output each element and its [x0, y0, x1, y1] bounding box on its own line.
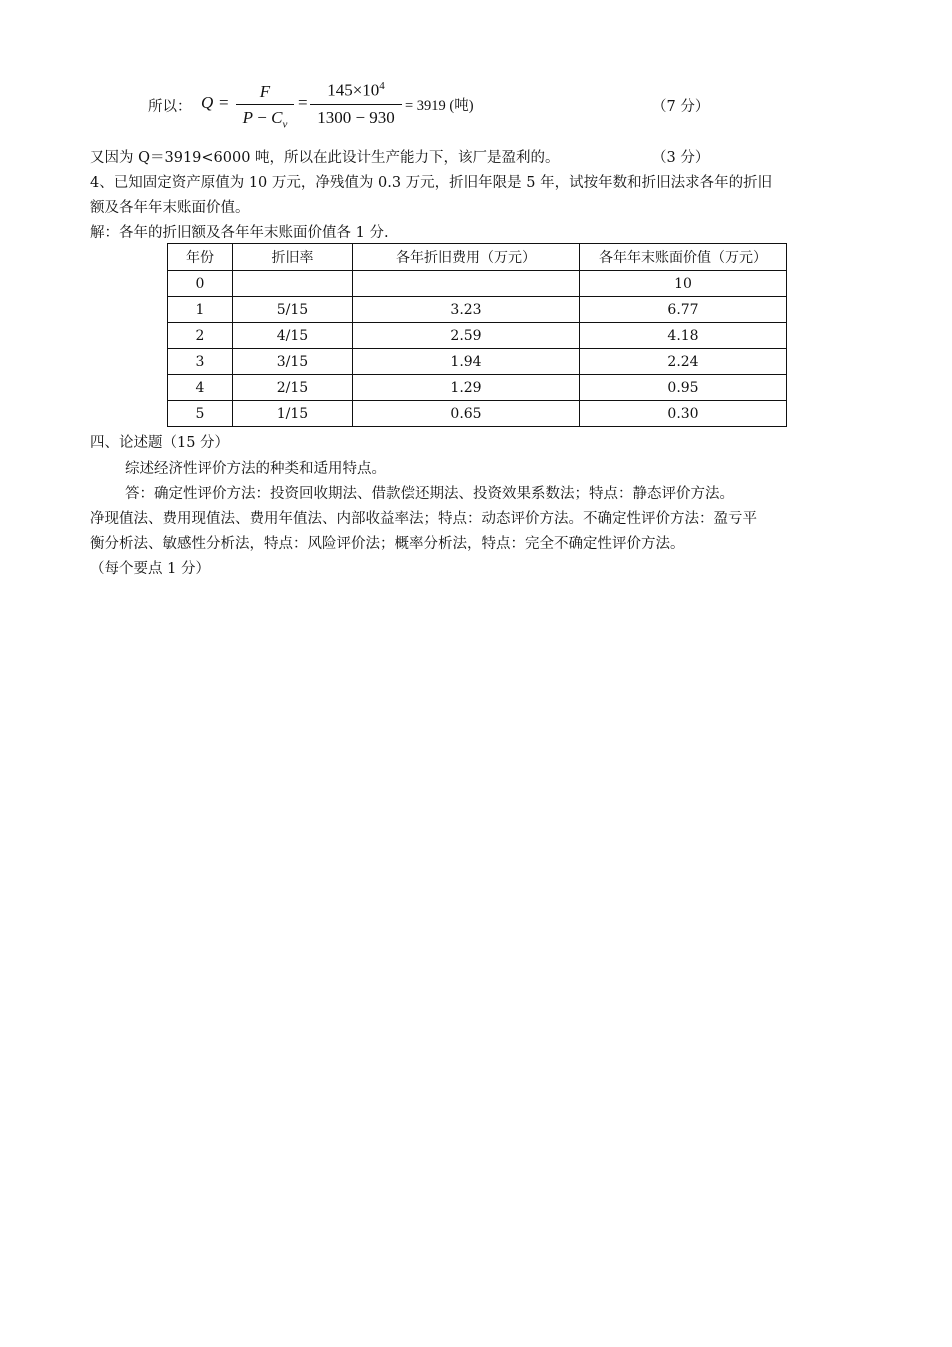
cell-depreciation: 1.94: [353, 349, 580, 375]
cell-year: 2: [168, 323, 233, 349]
cell-depreciation: 1.29: [353, 375, 580, 401]
cell-book-value: 6.77: [580, 297, 787, 323]
formula-equals-1: =: [219, 93, 229, 112]
table-row: [168, 271, 787, 297]
depreciation-table: [167, 243, 787, 427]
header-year: 年份: [168, 244, 233, 271]
profit-score: （3 分）: [652, 150, 710, 166]
formula-prefix: 所以：: [148, 99, 192, 115]
num2-base: 145×10: [327, 80, 380, 100]
cell-depreciation: [353, 271, 580, 297]
cell-rate: 1/15: [233, 401, 353, 427]
cell-year: 0: [168, 271, 233, 297]
section-4-heading: 四、论述题（15 分）: [90, 435, 230, 451]
scoring-note: （每个要点 1 分）: [90, 561, 210, 577]
question-4-line-2: 额及各年年末账面价值。: [90, 200, 250, 216]
cell-book-value: 2.24: [580, 349, 787, 375]
num2-exp: 4: [379, 80, 385, 92]
formula-equals-2: =: [298, 93, 308, 112]
table-row: [168, 323, 787, 349]
answer-line-2: 净现值法、费用现值法、费用年值法、内部收益率法；特点：动态评价方法。不确定性评价方法：盈亏平: [90, 511, 757, 527]
cell-depreciation: 2.59: [353, 323, 580, 349]
cell-rate: 5/15: [233, 297, 353, 323]
cell-depreciation: 0.65: [353, 401, 580, 427]
cell-year: 4: [168, 375, 233, 401]
fraction-denominator-2: 1300 − 930: [317, 108, 395, 127]
solution-intro: 解：各年的折旧额及各年年末账面价值各 1 分.: [90, 225, 389, 241]
cell-rate: 4/15: [233, 323, 353, 349]
cell-year: 3: [168, 349, 233, 375]
den-c-sub: v: [282, 118, 288, 131]
cell-book-value: 10: [580, 271, 787, 297]
formula-result: = 3919 (吨): [405, 98, 474, 114]
table-row: [168, 297, 787, 323]
cell-year: 1: [168, 297, 233, 323]
header-depreciation: 各年折旧费用（万元）: [353, 244, 580, 271]
table-header-row: [168, 244, 787, 271]
answer-line-3: 衡分析法、敏感性分析法，特点：风险评价法；概率分析法，特点：完全不确定性评价方法。: [90, 536, 685, 552]
fraction-bar-2: [310, 104, 402, 105]
table-row: [168, 349, 787, 375]
den-c: C: [271, 108, 283, 127]
cell-year: 5: [168, 401, 233, 427]
fraction-numerator-1: F: [259, 82, 271, 101]
fraction-numerator-2: [310, 80, 402, 101]
cell-book-value: 0.95: [580, 375, 787, 401]
header-rate: 折旧率: [233, 244, 353, 271]
cell-book-value: 4.18: [580, 323, 787, 349]
question-4-line-1: 4、已知固定资产原值为 10 万元，净残值为 0.3 万元，折旧年限是 5 年，试按年数和折旧法求各年的折旧: [90, 175, 773, 191]
cell-rate: [233, 271, 353, 297]
profit-statement: 又因为 Q＝3919<6000 吨，所以在此设计生产能力下，该厂是盈利的。: [90, 150, 560, 166]
cell-rate: 3/15: [233, 349, 353, 375]
cell-book-value: 0.30: [580, 401, 787, 427]
header-book-value: 各年年末账面价值（万元）: [580, 244, 787, 271]
cell-depreciation: 3.23: [353, 297, 580, 323]
fraction-denominator-1: [236, 108, 294, 130]
cell-rate: 2/15: [233, 375, 353, 401]
formula-q: Q: [201, 93, 214, 112]
answer-line-1: 答：确定性评价方法：投资回收期法、借款偿还期法、投资效果系数法；特点：静态评价方法。: [125, 486, 734, 502]
section-4-question: 综述经济性评价方法的种类和适用特点。: [125, 461, 386, 477]
den-p: P: [242, 108, 254, 127]
formula-score: （7 分）: [652, 99, 710, 115]
den-minus: −: [257, 108, 267, 127]
fraction-bar-1: [236, 104, 294, 105]
table-row: [168, 375, 787, 401]
table-row: [168, 401, 787, 427]
